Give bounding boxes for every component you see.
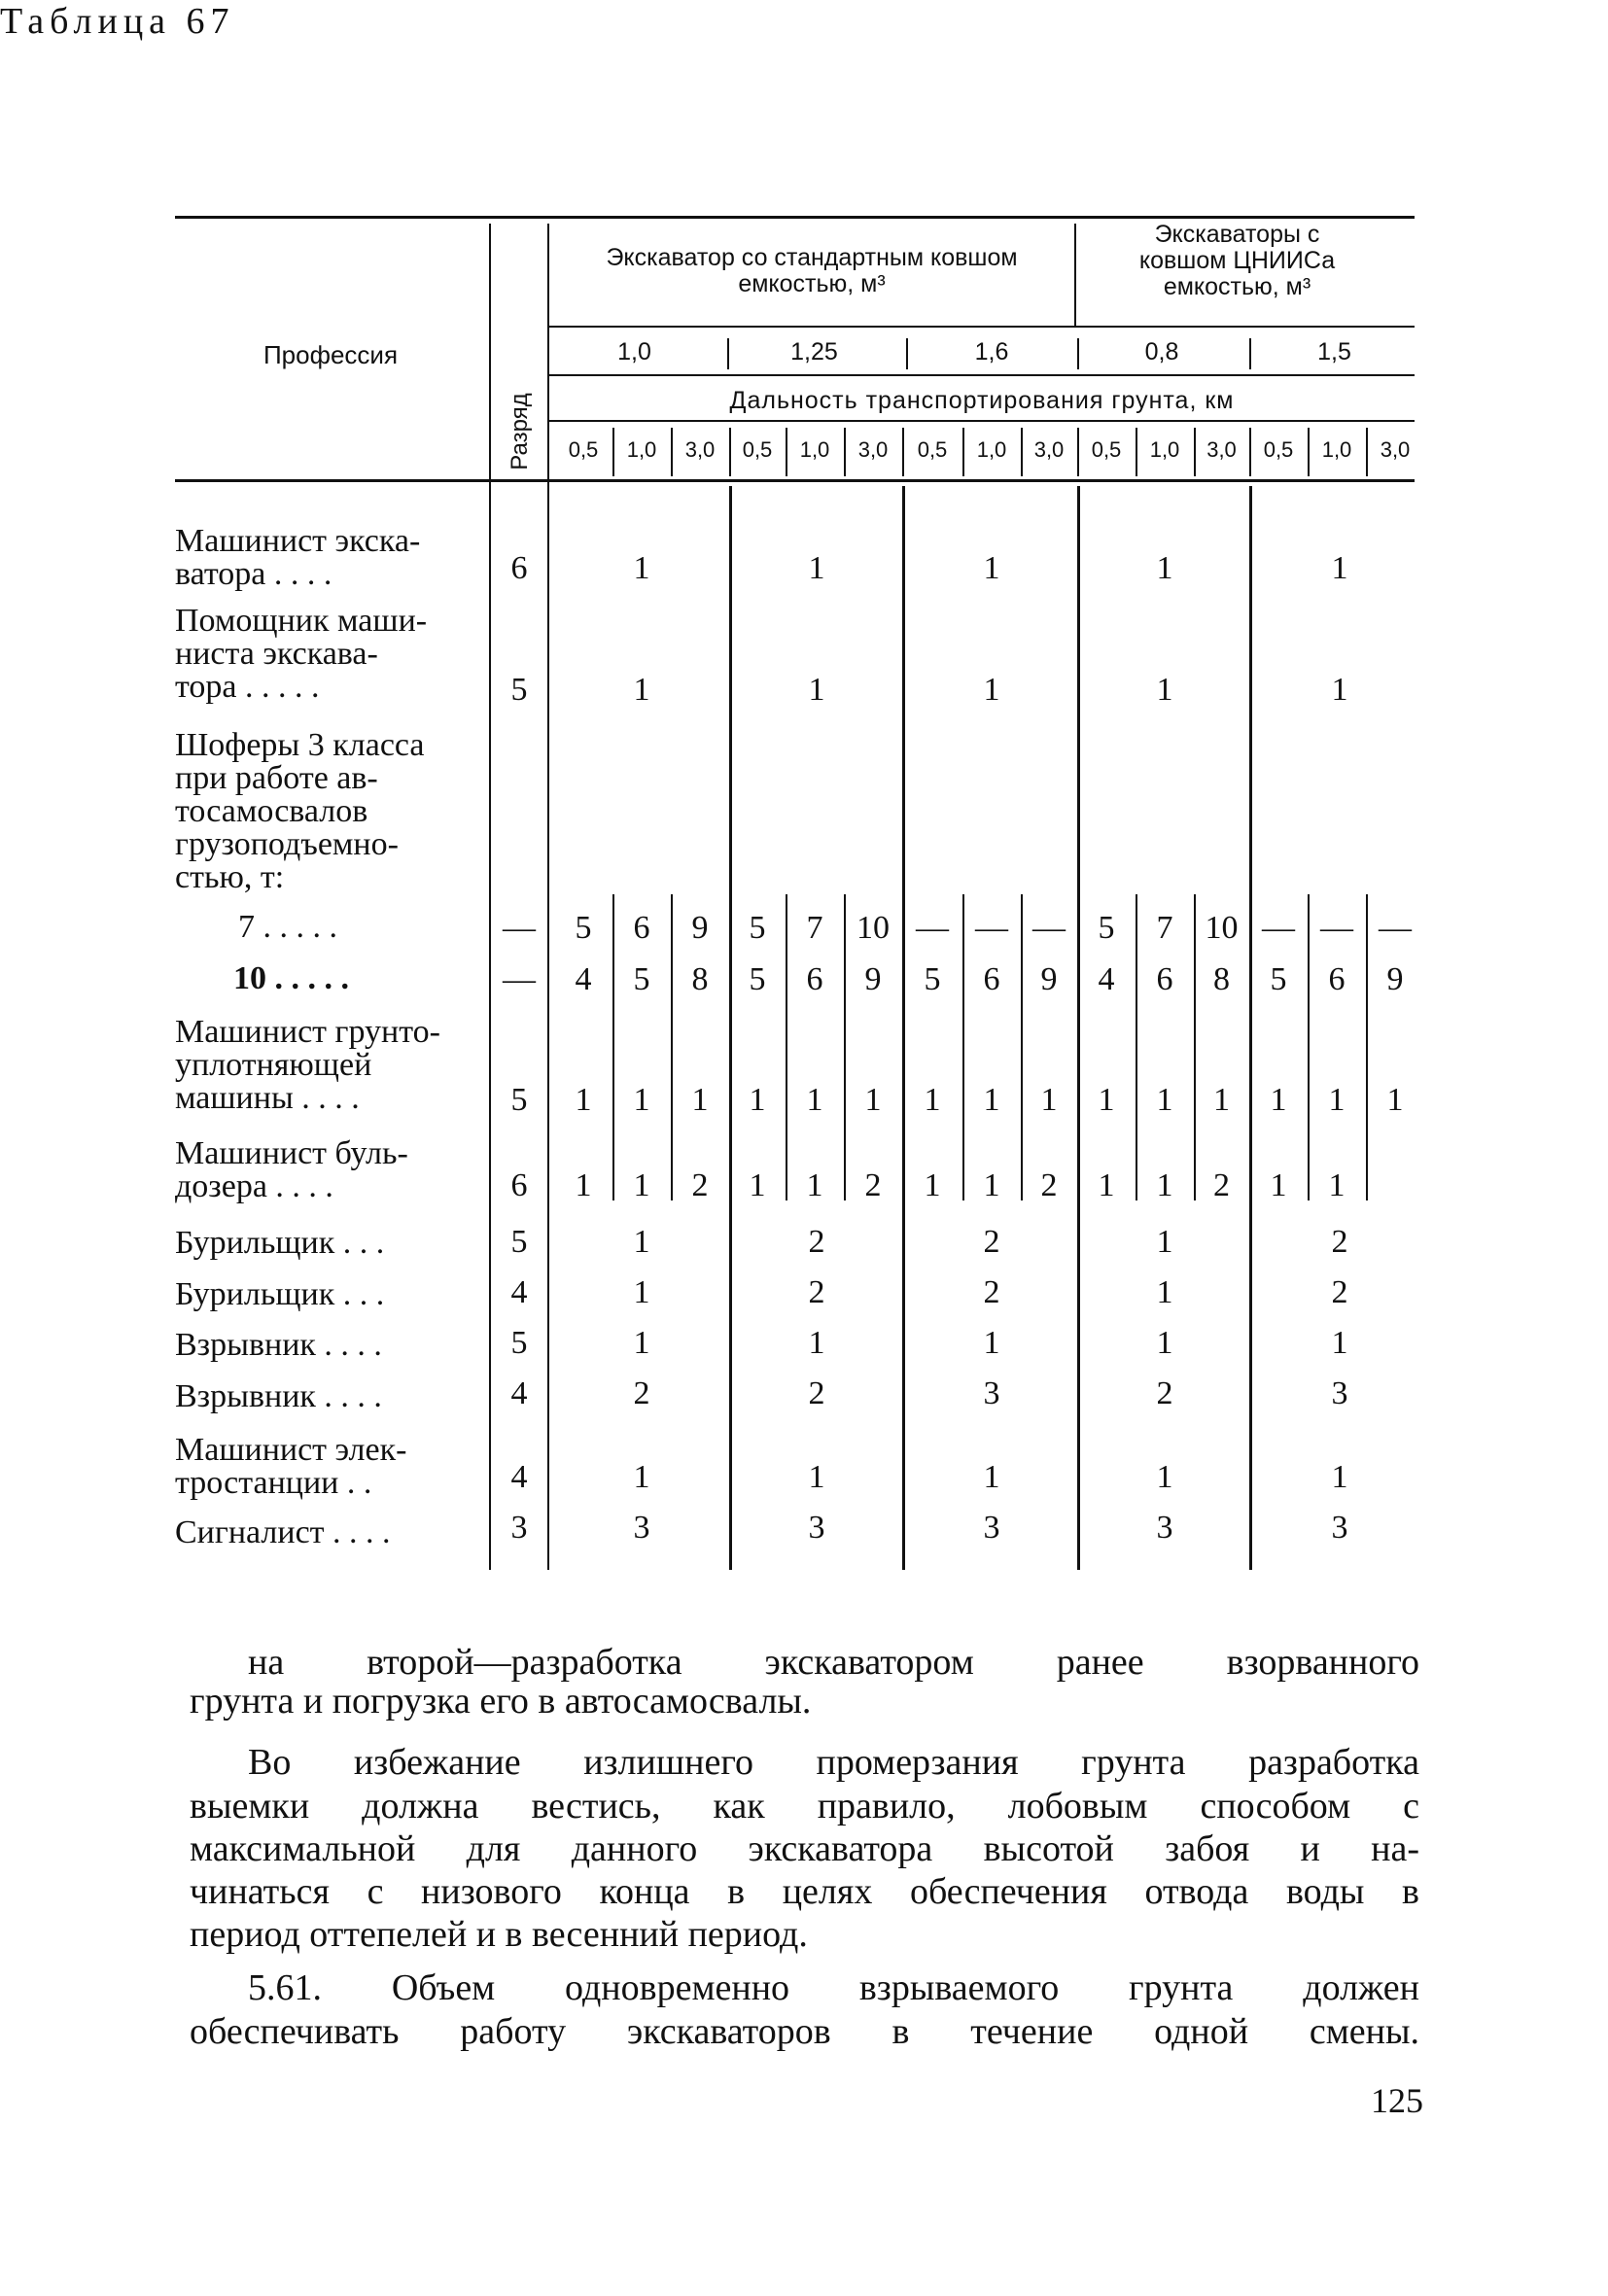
profession-cell: Машинист грунто- уплотняющей машины . . . . [175,1014,440,1116]
value-cell: 2 [864,1167,882,1203]
value-cell: 2 [1156,1375,1173,1411]
value-cell: 2 [983,1224,1000,1260]
text-line: на второй—разработка экскаватором ранее взорванного [248,1642,1419,1683]
page-number: 125 [1371,2081,1423,2120]
size-divider [906,338,908,369]
value-cell: 8 [1213,961,1230,997]
value-cell: 1 [691,1082,709,1118]
value-cell: 2 [633,1375,650,1411]
distance-cell: 0,5 [1091,437,1122,462]
value-cell: 6 [633,910,650,946]
value-cell: 1 [575,1167,592,1203]
profession-cell: 10 . . . . . [233,960,349,996]
size-divider [727,338,729,369]
distance-cell: 1,0 [626,437,657,462]
col-divider [729,486,732,1570]
value-cell: 5 [749,910,766,946]
text-line: обеспечивать работу экскаваторов в течение одной смены. [190,2011,1419,2052]
distance-cell: 1,0 [976,437,1007,462]
value-cell: 1 [633,1325,650,1361]
value-cell: 1 [575,1082,592,1118]
value-cell: 3 [1331,1510,1348,1546]
group-cniis-header: Экскаваторы с ковшом ЦНИИСа емкостью, м³ [1138,221,1336,300]
value-cell: 1 [1328,1082,1346,1118]
value-cell: — [975,910,1008,946]
value-cell: 1 [633,1167,650,1203]
value-cell: 5 [1270,961,1287,997]
value-cell: 1 [808,1459,825,1495]
value-cell: 5 [575,910,592,946]
text-line: выемки должна вестись, как правило, лобовым способом с [190,1786,1419,1826]
text-line: грунта и погрузка его в автосамосвалы. [190,1681,812,1722]
distance-cell: 3,0 [857,437,889,462]
value-cell: 9 [864,961,882,997]
table-caption: Таблица 67 [0,1,235,42]
paragraph-1-end [190,1682,1419,1721]
distance-cell: 3,0 [1380,437,1411,462]
value-cell: 1 [1331,1459,1348,1495]
value-cell: 5 [749,961,766,997]
value-cell: 1 [1098,1167,1115,1203]
value-cell: 2 [983,1274,1000,1310]
value-cell: 1 [633,672,650,708]
top-rule [175,216,1415,219]
grade-cell: 6 [510,550,528,586]
value-cell: 4 [575,961,592,997]
value-cell: 3 [1156,1510,1173,1546]
value-cell: 1 [633,550,650,586]
value-cell: 2 [808,1224,825,1260]
text-line: 5.61. Объем одновременно взрываемого грунта должен [248,1967,1419,2008]
profession-cell: Взрывник . . . . [175,1327,382,1363]
value-cell: 9 [691,910,709,946]
group-divider [1074,224,1076,326]
distance-cell: 1,0 [1321,437,1352,462]
value-cell: — [1379,910,1412,946]
value-cell: 1 [1156,1274,1173,1310]
value-cell: 2 [808,1375,825,1411]
profession-cell: Бурильщик . . . [175,1225,385,1261]
header-bottom-rule [175,479,1415,482]
distance-cell: 3,0 [1206,437,1237,462]
value-cell: 1 [1331,1325,1348,1361]
value-cell: 1 [1156,672,1173,708]
value-cell: 3 [1331,1375,1348,1411]
value-cell: 1 [1156,1459,1173,1495]
value-cell: 8 [691,961,709,997]
paragraph-2 [248,1743,1419,1782]
value-cell: — [1032,910,1066,946]
grade-header-text: Разряд [507,393,533,470]
value-cell: 1 [633,1274,650,1310]
value-cell: 1 [633,1082,650,1118]
value-cell: 2 [691,1167,709,1203]
profession-cell: Взрывник . . . . [175,1378,382,1414]
distance-divider [902,428,904,476]
value-cell: 5 [633,961,650,997]
size-2: 1,25 [790,338,838,365]
rule-under-sizes [549,374,1415,376]
value-cell: 2 [1331,1274,1348,1310]
value-cell: 6 [1328,961,1346,997]
profession-cell: Шоферы 3 класса при работе ав- тосамосвалов грузоподъемно- стью, т: [175,727,425,895]
profession-cell: Бурильщик . . . [175,1276,385,1312]
size-divider [1249,338,1251,369]
value-cell: 6 [983,961,1000,997]
value-cell: 1 [983,1167,1000,1203]
grade-cell: 6 [510,1167,528,1203]
size-5: 1,5 [1317,338,1351,365]
value-cell: 1 [1331,672,1348,708]
value-cell: 1 [806,1082,823,1118]
value-cell: 2 [1213,1167,1230,1203]
grade-cell: 3 [510,1510,528,1546]
profession-cell: Машинист элек- тростанции . . [175,1432,407,1501]
value-cell: 7 [806,910,823,946]
distance-divider [1077,428,1079,476]
grade-cell: 5 [510,1224,528,1260]
value-cell: 1 [983,550,1000,586]
profession-cell: Машинист экска- ватора . . . . [175,523,421,592]
paragraph-3 [248,1968,1419,2007]
distance-divider [1366,428,1368,476]
value-cell: 1 [808,1325,825,1361]
grade-cell: 5 [510,1082,528,1118]
distance-divider [729,428,731,476]
distance-divider [844,428,846,476]
value-cell: 6 [806,961,823,997]
value-cell: 3 [983,1510,1000,1546]
text-line: максимальной для данного экскаватора высотой забоя и на- [190,1828,1419,1869]
distance-divider [1021,428,1023,476]
distance-cell: 1,0 [1149,437,1180,462]
grade-header [491,393,549,470]
profession-header: Профессия [262,340,399,369]
distance-cell: 0,5 [917,437,948,462]
distance-cell: 1,0 [799,437,830,462]
size-3: 1,6 [974,338,1009,365]
distance-divider [1136,428,1137,476]
grade-cell: 5 [510,1325,528,1361]
value-cell: 4 [1098,961,1115,997]
value-cell: — [916,910,949,946]
size-divider [1077,338,1079,369]
value-cell: — [1262,910,1295,946]
value-cell: 3 [808,1510,825,1546]
distance-label: Дальность транспортирования грунта, км [729,387,1235,414]
col-divider [1249,486,1252,1570]
value-cell: 3 [633,1510,650,1546]
value-cell: 1 [1328,1167,1346,1203]
value-cell: 1 [749,1167,766,1203]
group-standard-header: Экскаватор со стандартным ковшом емкостью, м³ [606,244,1018,297]
value-cell: 1 [808,550,825,586]
profession-cell: Помощник маши- ниста экскава- тора . . . . . [175,603,428,705]
distance-cell: 3,0 [1033,437,1065,462]
distance-cell: 0,5 [568,437,599,462]
value-cell: 10 [1205,910,1239,946]
profession-cell: 7 . . . . . [238,909,337,945]
value-cell: 1 [1270,1167,1287,1203]
value-cell: 5 [1098,910,1115,946]
distance-divider [1308,428,1310,476]
distance-divider [612,428,614,476]
value-cell: 1 [1098,1082,1115,1118]
grade-cell: — [503,910,536,946]
value-cell: 1 [808,672,825,708]
value-cell: 1 [924,1167,941,1203]
value-cell: 1 [983,1082,1000,1118]
col-divider [902,486,905,1570]
rule-under-distance-label [549,420,1415,422]
value-cell: 6 [1156,961,1173,997]
distance-cell: 3,0 [684,437,716,462]
distance-cell: 0,5 [1263,437,1294,462]
grade-cell: 4 [510,1375,528,1411]
value-cell: 1 [1156,550,1173,586]
value-cell: 9 [1040,961,1058,997]
value-cell: 1 [1156,1325,1173,1361]
distance-divider [671,428,673,476]
paragraph-3-cont [190,2012,1419,2051]
distance-divider [786,428,787,476]
value-cell: 1 [1040,1082,1058,1118]
grade-cell: — [503,961,536,997]
value-cell: 1 [1213,1082,1230,1118]
paragraph-2-cont [190,1787,1419,1954]
value-cell: 1 [924,1082,941,1118]
distance-divider [1194,428,1196,476]
value-cell: 1 [1156,1167,1173,1203]
value-cell: 3 [983,1375,1000,1411]
rule-under-groups [549,326,1415,328]
value-cell: 2 [1331,1224,1348,1260]
value-cell: 1 [983,672,1000,708]
col-divider [1077,486,1080,1570]
value-cell: 1 [1270,1082,1287,1118]
value-cell: 2 [808,1274,825,1310]
value-cell: 1 [983,1325,1000,1361]
value-cell: 1 [633,1459,650,1495]
value-cell: 2 [1040,1167,1058,1203]
value-cell: 1 [633,1224,650,1260]
text-line: чинаться с низового конца в целях обеспечения отвода воды в [190,1871,1419,1912]
value-cell: 1 [1156,1082,1173,1118]
value-cell: 1 [1386,1082,1404,1118]
size-4: 0,8 [1144,338,1179,365]
value-cell: 10 [856,910,890,946]
grade-cell: 4 [510,1274,528,1310]
value-cell: 7 [1156,910,1173,946]
value-cell: 9 [1386,961,1404,997]
value-cell: 1 [983,1459,1000,1495]
profession-cell: Сигналист . . . . [175,1514,391,1550]
paragraph-1 [248,1643,1419,1682]
grade-cell: 4 [510,1459,528,1495]
value-cell: 1 [749,1082,766,1118]
value-cell: 1 [806,1167,823,1203]
grade-cell: 5 [510,672,528,708]
text-line: период оттепелей и в весенний период. [190,1914,808,1955]
distance-cell: 0,5 [742,437,773,462]
value-cell: — [1320,910,1353,946]
value-cell: 1 [1331,550,1348,586]
value-cell: 5 [924,961,941,997]
value-cell: 1 [864,1082,882,1118]
profession-cell: Машинист буль- дозера . . . . [175,1135,408,1204]
text-line: Во избежание излишнего промерзания грунта разработка [248,1742,1419,1783]
distance-divider [1249,428,1251,476]
distance-divider [962,428,964,476]
value-cell: 1 [1156,1224,1173,1260]
size-1: 1,0 [617,338,651,365]
